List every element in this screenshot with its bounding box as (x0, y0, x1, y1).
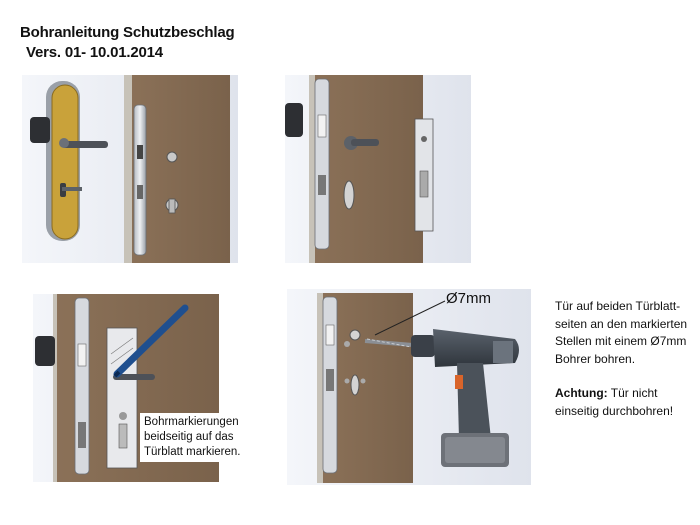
step-3-callout (140, 413, 270, 462)
warning-line (555, 385, 700, 403)
instruction-line: Bohrer bohren. (555, 351, 636, 366)
step-4-illustration (287, 289, 531, 485)
step-1-illustration (22, 75, 238, 263)
warning-line-2: einseitig durchbohren! (555, 403, 674, 418)
instruction-line: Tür auf beiden Türblatt- (555, 299, 681, 313)
document-version: Vers. 01- 10.01.2014 (26, 44, 163, 61)
instructions-text (555, 298, 700, 420)
callout-line: Türblatt markieren. (144, 446, 241, 458)
callout-line: Bohrmarkierungen (144, 416, 239, 428)
callout-line: beidseitig auf das (144, 431, 234, 443)
warning-label: Achtung: (555, 386, 608, 400)
drill-size-label: Ø7mm (446, 290, 491, 307)
instruction-line: seiten an den markierten (555, 316, 688, 331)
document-title: Bohranleitung Schutzbeschlag (20, 24, 235, 41)
instruction-line: Stellen mit einem Ø7mm (555, 334, 687, 348)
warning-text: Tür nicht (607, 386, 658, 400)
step-2-illustration (285, 75, 471, 263)
